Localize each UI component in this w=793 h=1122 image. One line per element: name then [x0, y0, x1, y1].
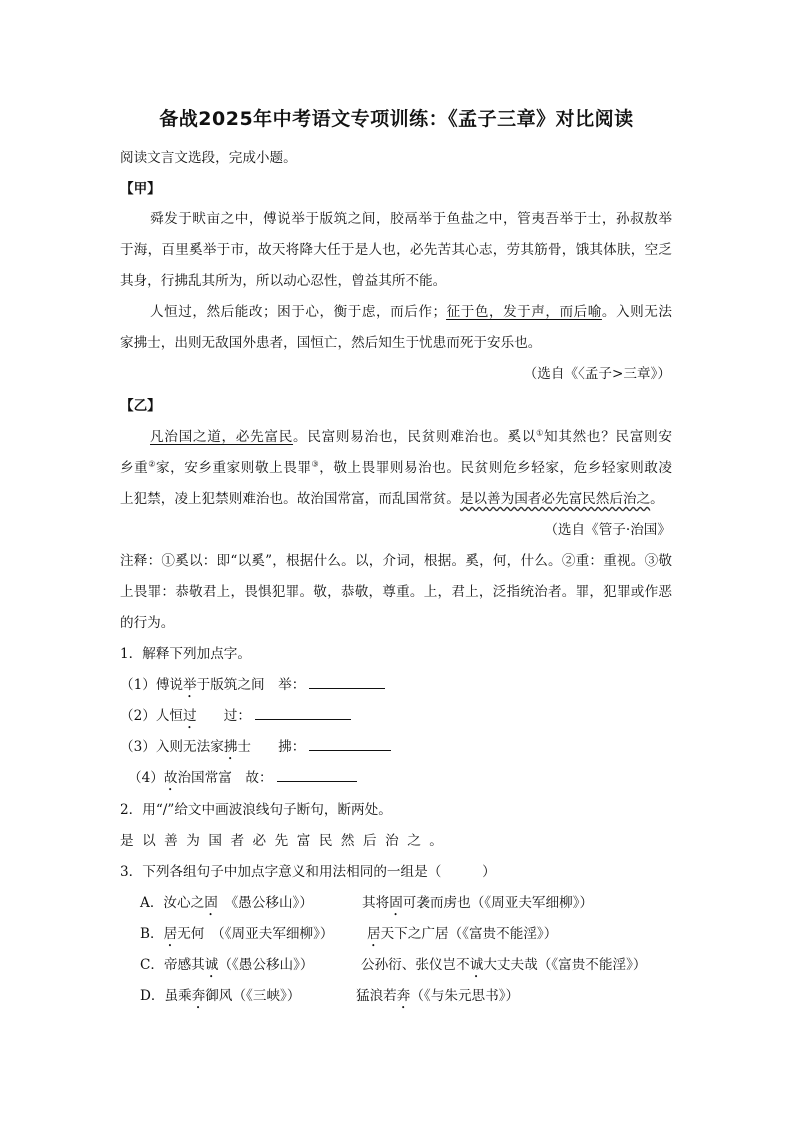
text-segment: 治国常富 故： — [177, 770, 273, 786]
dotted-character: 拂 — [223, 739, 238, 755]
question-1-item — [120, 704, 351, 732]
answer-blank[interactable] — [309, 676, 385, 689]
text-segment: 过： — [196, 708, 251, 724]
question-1-item — [120, 735, 391, 763]
text-segment: （《愚公移山》） — [218, 957, 314, 973]
passage-jia-line: 于海，百里奚举于市，故天将降大任于是人也，必先苦其心志，劳其筋骨，饿其体肤，空乏 — [120, 242, 672, 258]
answer-blank[interactable] — [255, 707, 351, 720]
text-segment: （2）人恒 — [120, 708, 184, 724]
annotation-line: 上畏罪：恭敬君上，畏惧犯罪。敬，恭敬，尊重。上，君上，泛指统治者。罪，犯罪或作恶 — [120, 584, 672, 600]
answer-blank[interactable] — [309, 738, 391, 751]
text-segment: A．汝心之 — [140, 895, 205, 911]
dotted-character: 举 — [183, 677, 197, 693]
question-1-item — [120, 673, 385, 701]
text-segment: B． — [140, 926, 164, 942]
text-segment: 于版筑之间 举： — [196, 677, 306, 693]
option-c[interactable] — [140, 953, 314, 981]
passage-jia-source: （选自《〈孟子>三章》） — [523, 366, 671, 382]
option-a-compare — [362, 891, 593, 919]
footnote-marker: ① — [536, 428, 545, 438]
passage-yi-source: （选自《管子·治国》 — [544, 522, 671, 538]
passage-yi-line — [120, 456, 672, 476]
underlined-sentence: 征于色，发于声，而后喻 — [446, 304, 602, 320]
dotted-character: 奔 — [396, 988, 411, 1004]
underlined-sentence: 凡治国之道，必先富民 — [150, 429, 294, 445]
wavy-underlined-sentence: 是以善为国者必先富民然后治之 — [459, 491, 651, 507]
question-1-stem: 1．解释下列加点字。 — [120, 646, 251, 662]
dotted-character: 居 — [163, 926, 178, 942]
text-segment: （《与朱元思书》） — [410, 988, 520, 1004]
text-segment: 《愚公移山》） — [217, 895, 313, 911]
option-b[interactable] — [140, 922, 334, 950]
dotted-character: 固 — [204, 895, 218, 911]
text-segment: 无何 （《周亚夫军细柳》） — [177, 926, 334, 942]
text-segment: 其将 — [362, 895, 390, 911]
passage-jia-line: 舜发于畎亩之中，傅说举于版筑之间，胶鬲举于鱼盐之中，管夷吾举于士，孙叔敖举 — [150, 211, 672, 227]
text-segment: （1）傅说 — [120, 677, 184, 693]
question-3-stem: 3．下列各组句子中加点字意义和用法相同的一组是（ ） — [120, 864, 496, 880]
text-segment: 士 拂： — [237, 739, 306, 755]
option-a[interactable] — [140, 891, 313, 919]
text-segment: 大丈夫哉（《富贵不能淫》） — [483, 957, 647, 973]
option-d[interactable] — [140, 984, 300, 1012]
dotted-character: 固 — [389, 895, 403, 911]
passage-yi-label: 【乙】 — [120, 398, 161, 414]
text-segment: 天下之广居（《富贵不能淫》） — [380, 926, 558, 942]
text-segment: （4） — [128, 770, 164, 786]
annotation-line: 的行为。 — [120, 615, 175, 631]
option-d-compare — [356, 984, 519, 1012]
text-segment: （3）入则无法家 — [120, 739, 224, 755]
question-2-stem: 2．用“/”给文中画波浪线句子断句，断两处。 — [120, 802, 392, 818]
text-segment: 御风（《三峡》） — [205, 988, 301, 1004]
option-b-compare — [367, 922, 557, 950]
text-segment: 知其然也？民富则安 — [544, 429, 673, 445]
text-segment: 上犯禁，凌上犯禁则难治也。故治国常富，而乱国常贫。 — [120, 491, 460, 507]
passage-jia-line: 家拂士，出则无敌国外患者，国恒亡，然后知生于忧患而死于安乐也。 — [120, 335, 542, 351]
passage-yi-line — [150, 425, 672, 445]
page-title: 备战2025年中考语文专项训练：《孟子三章》对比阅读 — [159, 108, 634, 130]
passage-jia-label: 【甲】 — [120, 181, 161, 197]
text-segment: C．帝感其 — [140, 957, 205, 973]
passage-yi-line — [120, 487, 664, 507]
text-segment: ，敬上畏罪则易治也。民贫则危乡轻家，危乡轻家则敢凌 — [319, 460, 673, 476]
passage-jia-line — [150, 300, 672, 320]
dotted-character: 故 — [163, 770, 178, 786]
text-segment: 家，安乡重家则敬上畏罪 — [156, 460, 312, 476]
text-segment: 。入则无法 — [601, 304, 673, 320]
footnote-marker: ③ — [311, 459, 320, 469]
text-segment: 可袭而虏也（《周亚夫军细柳》） — [402, 895, 594, 911]
footnote-marker: ② — [148, 459, 156, 469]
dotted-character: 诚 — [204, 957, 219, 973]
text-segment: 乡重 — [120, 460, 149, 476]
text-segment: 。 — [650, 491, 664, 507]
dotted-character: 过 — [183, 708, 197, 724]
text-segment: 猛浪若 — [356, 988, 397, 1004]
text-segment: D．虽乘 — [140, 988, 192, 1004]
dotted-character: 居 — [367, 926, 381, 942]
text-segment: 公孙衍、张仪岂不 — [361, 957, 470, 973]
dotted-character: 诚 — [469, 957, 484, 973]
text-segment: 人恒过，然后能改；困于心，衡于虑，而后作； — [150, 304, 447, 320]
text-segment: 。民富则易治也，民贫则难治也。奚以 — [293, 429, 537, 445]
option-c-compare — [361, 953, 646, 981]
annotation-line: 注释：①奚以：即“以奚”，根据什么。以，介词，根据。奚，何，什么。②重：重视。③敬 — [120, 553, 672, 569]
question-2-sentence[interactable]: 是以善为国者必先富民然后治之。 — [120, 833, 452, 849]
answer-blank[interactable] — [277, 769, 357, 782]
passage-jia-line: 其身，行拂乱其所为，所以动心忍性，曾益其所不能。 — [120, 273, 447, 289]
question-1-item — [128, 766, 357, 794]
dotted-character: 奔 — [191, 988, 206, 1004]
instruction: 阅读文言文选段，完成小题。 — [120, 150, 297, 166]
